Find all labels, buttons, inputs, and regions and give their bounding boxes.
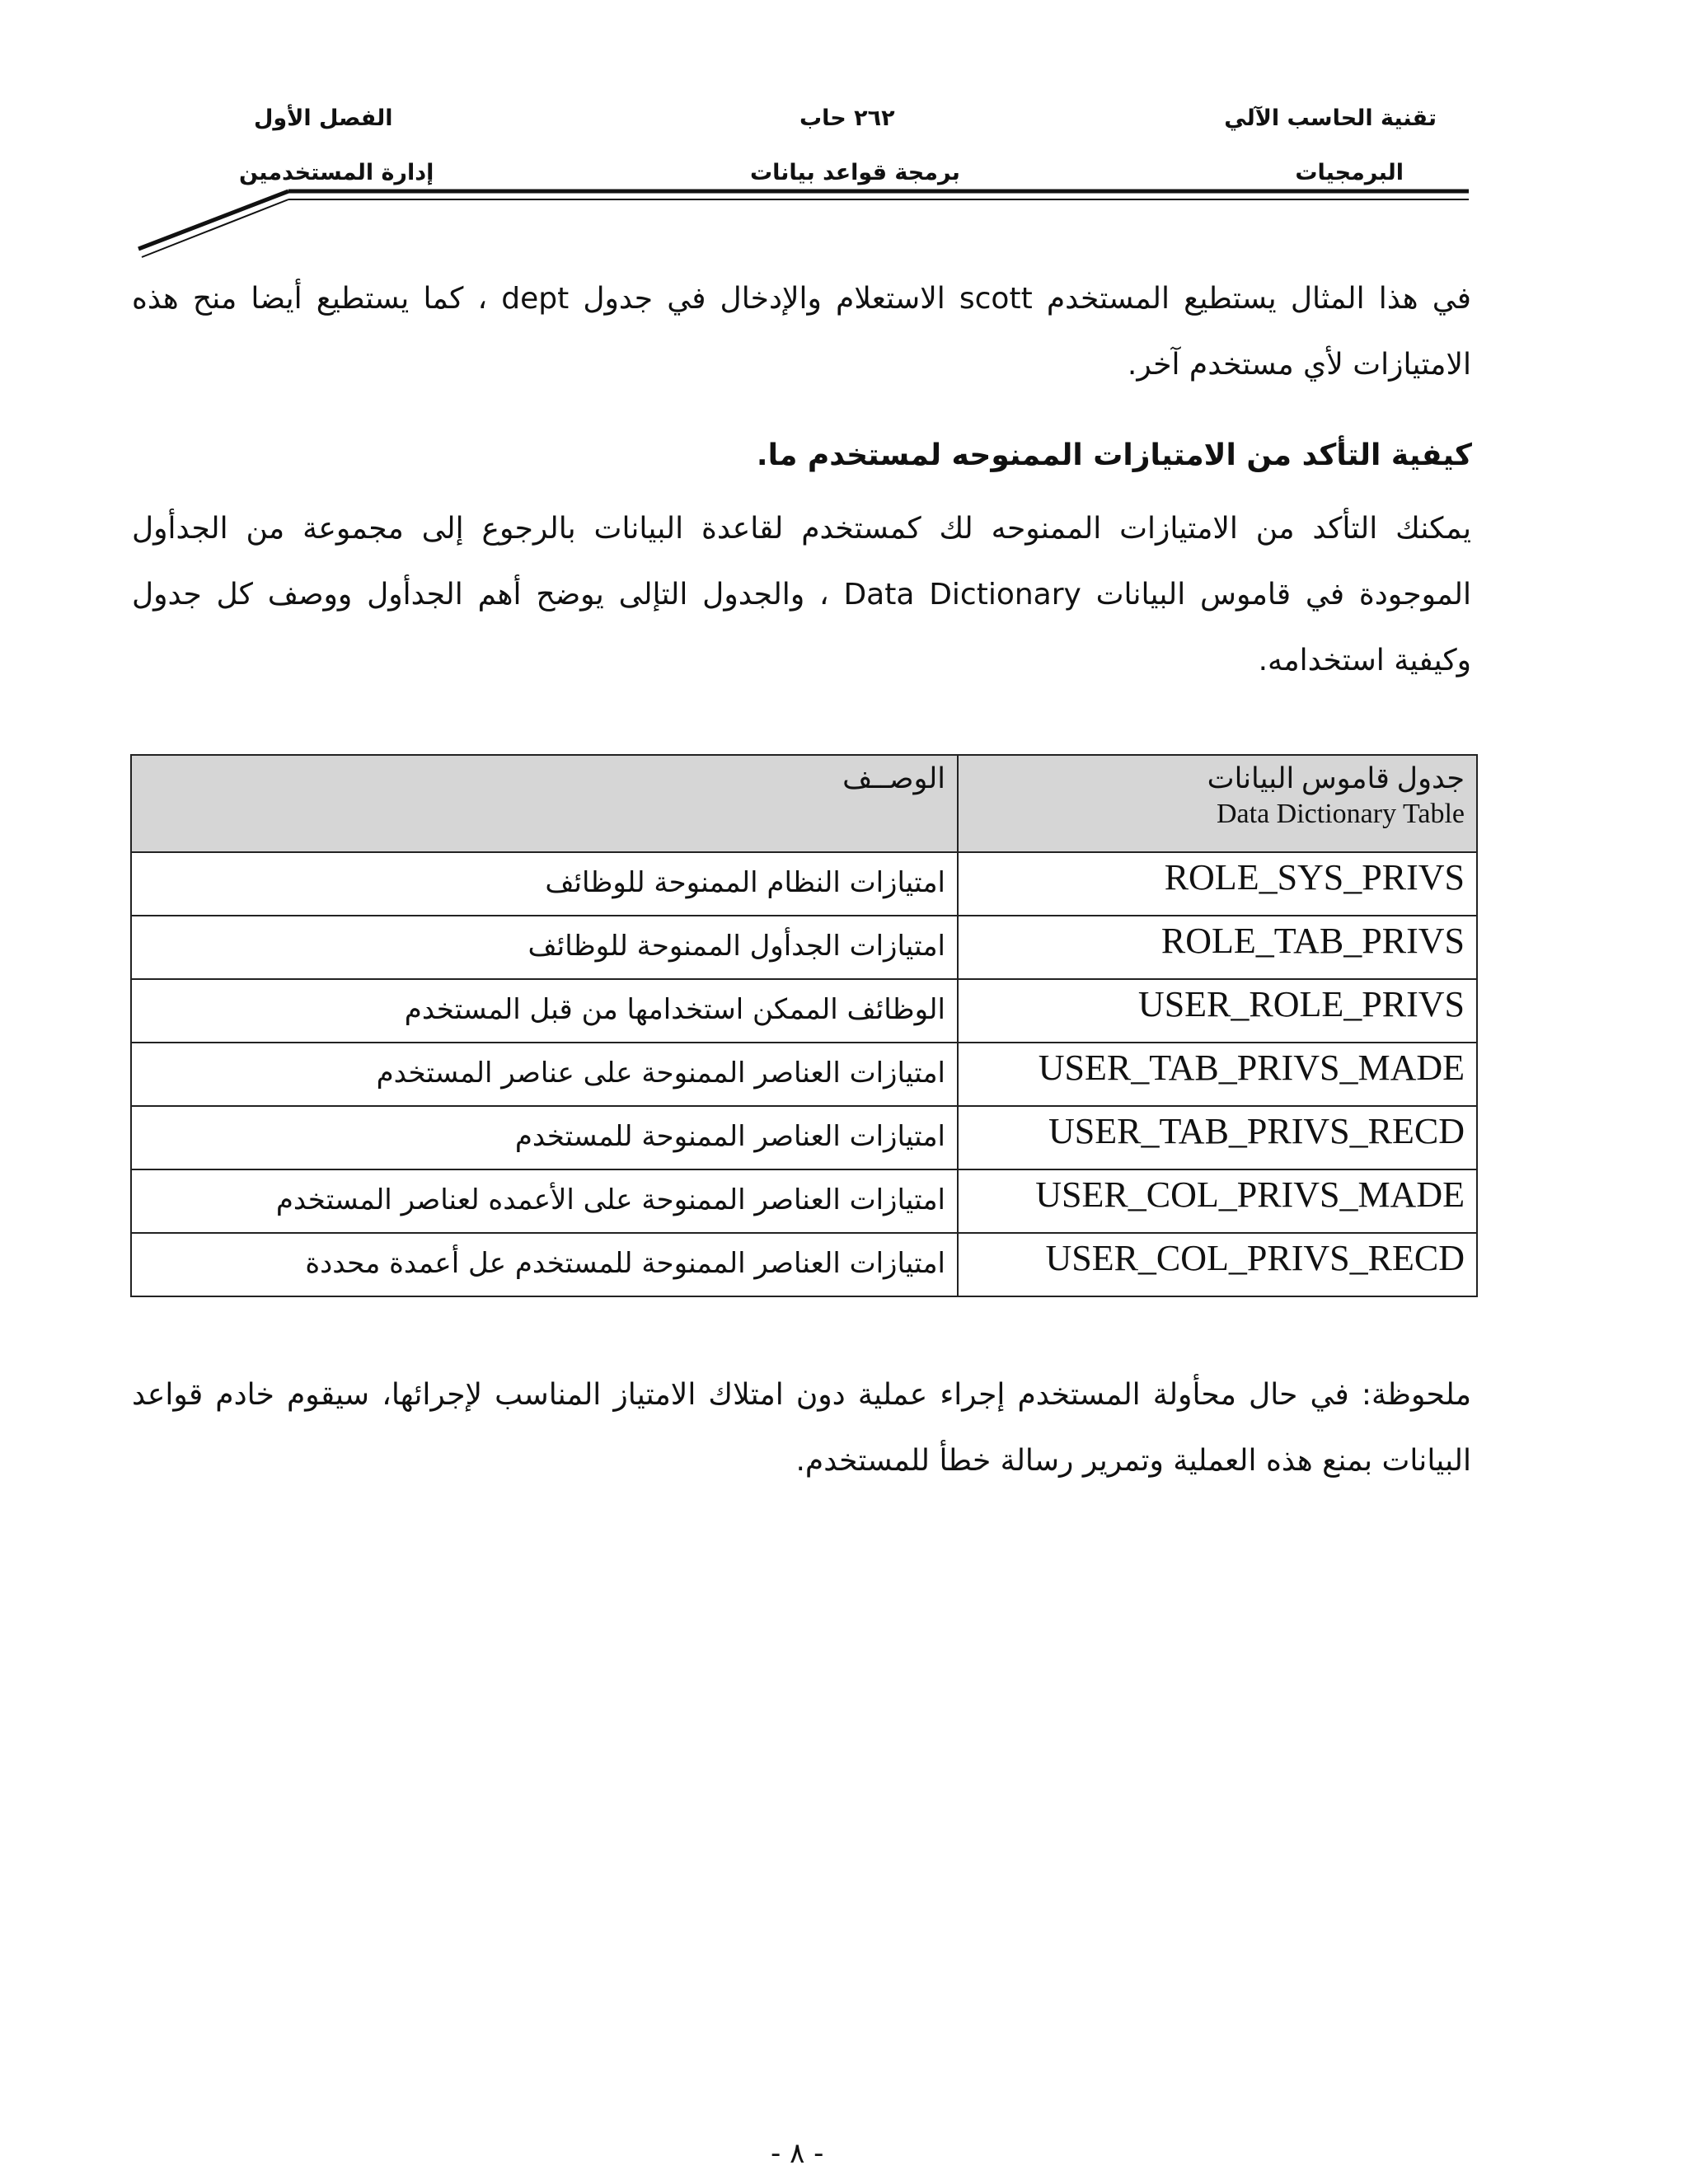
table-row xyxy=(131,1233,1477,1296)
table-desc-cell: امتيازات العناصر الممنوحة للمستخدم xyxy=(514,1120,945,1153)
header-description: الوصــف xyxy=(842,762,945,795)
table-row xyxy=(131,916,1477,979)
table-header-row xyxy=(131,755,1477,852)
table-row xyxy=(131,979,1477,1043)
table-desc-cell: امتيازات العناصر الممنوحة على الأعمده لعناصر المستخدم xyxy=(275,1183,945,1216)
header-subject: برمجة قواعد بيانات xyxy=(750,160,960,185)
note-paragraph: ملحوظة: في حال محأولة المستخدم إجراء عملية دون امتلاك الامتياز المناسب لإجرائها، سيقوم خادم قواعد البيانات بمنع هذه العملية وتمرير رسالة خطأ للمستخدم. xyxy=(132,1378,1471,1478)
table-row xyxy=(131,1169,1477,1233)
intro-paragraph: في هذا المثال يستطيع المستخدم scott الاستعلام والإدخال في جدول dept ، كما يستطيع أيضا منح هذه الامتيازات لأي مستخدم آخر. xyxy=(132,282,1471,382)
header-chapter-title: إدارة المستخدمين xyxy=(239,160,434,185)
table-desc-cell: امتيازات العناصر الممنوحة على عناصر المستخدم xyxy=(376,1057,945,1090)
table-desc-cell: امتيازات العناصر الممنوحة للمستخدم عل أعمدة محددة xyxy=(305,1247,945,1280)
table-name-cell: ROLE_TAB_PRIVS xyxy=(1160,921,1465,961)
table-row xyxy=(131,1106,1477,1169)
header-course-code: ٢٦٢ حاب xyxy=(799,105,895,131)
table-desc-cell: امتيازات النظام الممنوحة للوظائف xyxy=(545,866,945,899)
table-name-cell: USER_ROLE_PRIVS xyxy=(1137,984,1465,1024)
header-rule xyxy=(0,0,1688,272)
header-cell-table-name xyxy=(958,755,1477,852)
table-row xyxy=(131,852,1477,916)
table-name-cell: USER_COL_PRIVS_MADE xyxy=(1035,1174,1465,1215)
data-dictionary-table xyxy=(130,754,1478,1297)
header-chapter: الفصل الأول xyxy=(254,105,393,131)
table-desc-cell: امتيازات الجدأول الممنوحة للوظائف xyxy=(528,930,945,963)
header-table-name-ar: جدول قاموس البيانات xyxy=(1207,762,1465,794)
header-cell-description xyxy=(131,755,958,852)
table-name-cell: USER_TAB_PRIVS_RECD xyxy=(1048,1111,1465,1151)
section-paragraph: يمكنك التأكد من الامتيازات الممنوحه لك كمستخدم لقاعدة البيانات بالرجوع إلى مجموعة من الجدأول الموجودة في قاموس البيانات Data Dictionary ، والجدول التإلى يوضح أهم الجدأول ووصف كل جدول وكيفية استخدامه. xyxy=(132,512,1471,677)
header-course-subtitle: البرمجيات xyxy=(1295,160,1404,185)
header-course-title: تقنية الحاسب الآلي xyxy=(1224,105,1437,131)
section-heading: كيفية التأكد من الامتيازات الممنوحه لمستخدم ما. xyxy=(756,438,1472,472)
page-number: - ٨ - xyxy=(771,2137,824,2170)
table-name-cell: ROLE_SYS_PRIVS xyxy=(1164,857,1465,898)
header-table-name-en: Data Dictionary Table xyxy=(1217,799,1465,829)
table-row xyxy=(131,1043,1477,1106)
table-name-cell: USER_COL_PRIVS_RECD xyxy=(1045,1238,1465,1278)
table-name-cell: USER_TAB_PRIVS_MADE xyxy=(1038,1047,1465,1088)
table-desc-cell: الوظائف الممكن استخدامها من قبل المستخدم xyxy=(404,993,945,1026)
